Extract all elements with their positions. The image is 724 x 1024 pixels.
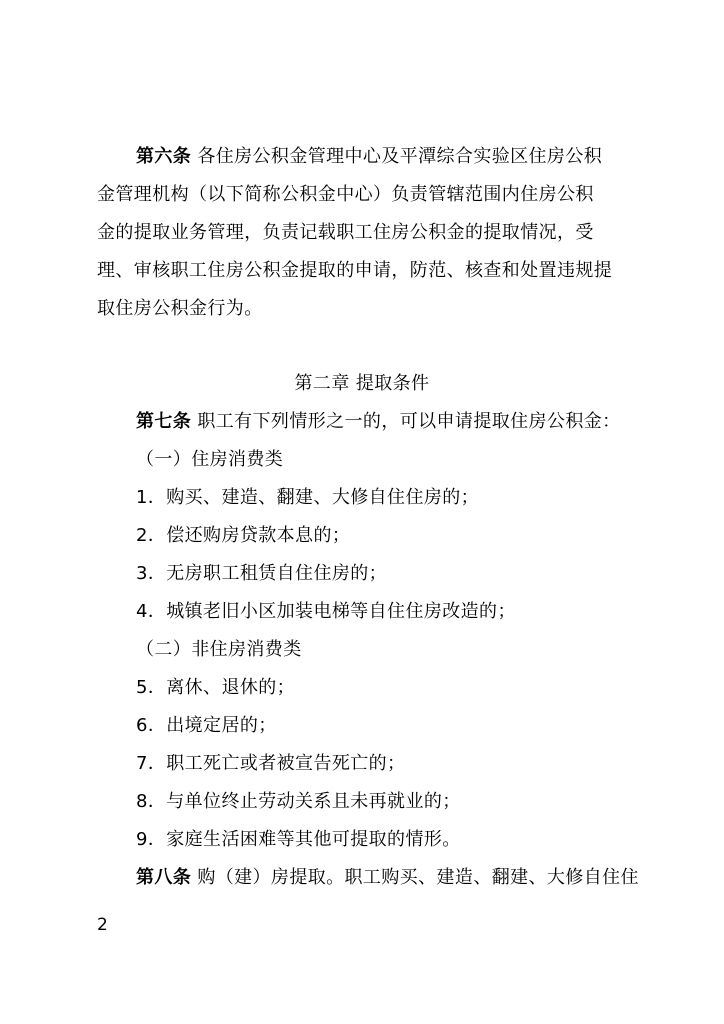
list-item: 4．城镇老旧小区加装电梯等自住住房改造的； <box>136 601 516 622</box>
article-7-label: 第七条 <box>136 411 192 432</box>
list-item: 3．无房职工租赁自住住房的； <box>136 563 388 584</box>
article-8-text: 购（建）房提取。职工购买、建造、翻建、大修自住住 <box>191 867 639 888</box>
article-6-line-3: 金的提取业务管理，负责记载职工住房公积金的提取情况，受 <box>97 222 594 243</box>
article-8-line-1 <box>136 866 639 890</box>
article-6-text-1: 各住房公积金管理中心及平潭综合实验区住房公积 <box>191 146 603 167</box>
article-7-text: 职工有下列情形之一的，可以申请提取住房公积金： <box>191 411 621 432</box>
article-7-line-1 <box>136 410 621 434</box>
list-item: 8．与单位终止劳动关系且未再就业的； <box>136 791 461 812</box>
article-6-line-4: 理、审核职工住房公积金提取的申请，防范、核查和处置违规提 <box>97 260 613 281</box>
list-item: 6．出境定居的； <box>136 715 277 736</box>
list-item: 5．离休、退休的； <box>136 677 296 698</box>
article-6-line-5: 取住房公积金行为。 <box>97 298 263 319</box>
article-8-label: 第八条 <box>136 867 192 888</box>
category-heading-non-housing: （二）非住房消费类 <box>136 639 302 660</box>
article-6-line-1 <box>136 145 602 169</box>
list-item: 1．购买、建造、翻建、大修自住住房的； <box>136 487 480 508</box>
list-item: 7．职工死亡或者被宣告死亡的； <box>136 753 406 774</box>
article-6-label: 第六条 <box>136 146 192 167</box>
article-6-line-2: 金管理机构（以下简称公积金中心）负责管辖范围内住房公积 <box>97 184 594 205</box>
list-item: 2．偿还购房贷款本息的； <box>136 525 351 546</box>
list-item: 9．家庭生活困难等其他可提取的情形。 <box>136 829 461 850</box>
page-number: 2 <box>97 915 108 935</box>
chapter-heading: 第二章 提取条件 <box>294 373 430 394</box>
category-heading-housing: （一）住房消费类 <box>136 449 284 470</box>
